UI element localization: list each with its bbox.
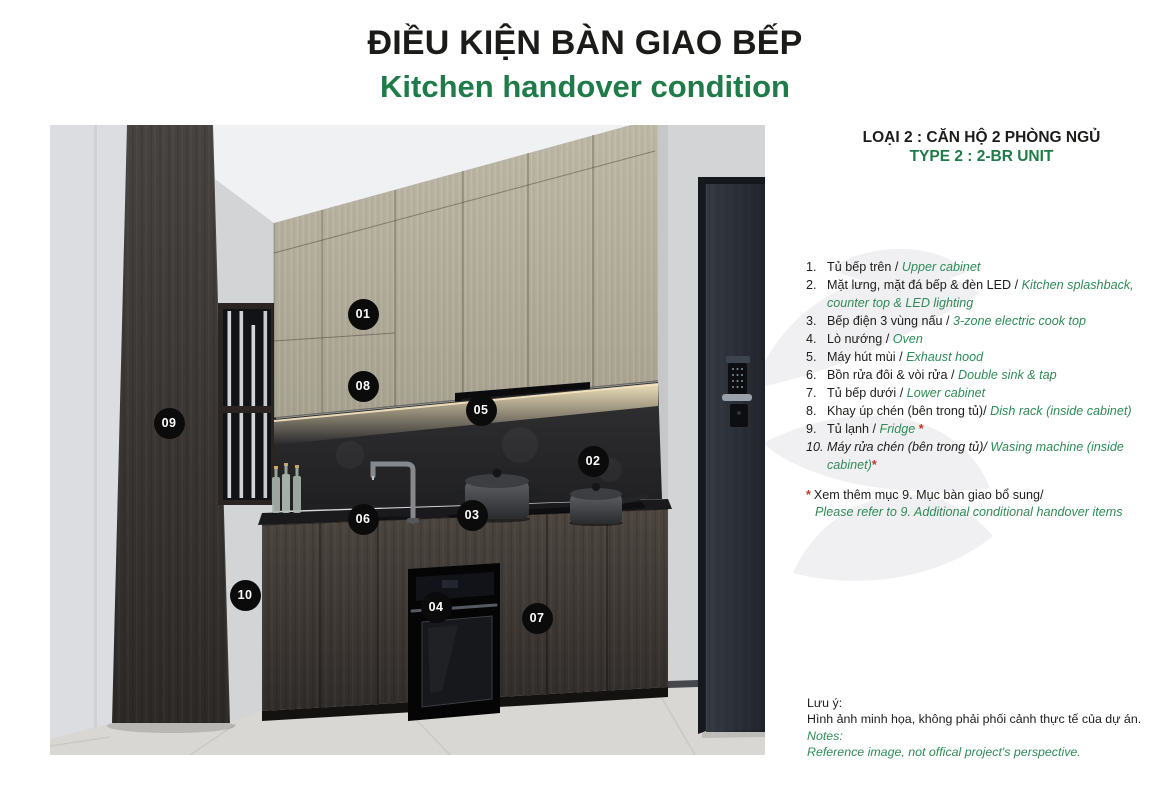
callout-03: 03 bbox=[457, 500, 488, 531]
callout-01: 01 bbox=[348, 299, 379, 330]
callout-10: 10 bbox=[230, 580, 261, 611]
legend-item: 5. Máy hút mùi / Exhaust hood bbox=[806, 350, 984, 364]
footnote bbox=[793, 487, 1170, 521]
notes-block bbox=[807, 695, 1141, 760]
legend-item: 2. Mặt lưng, mặt đá bếp & đèn LED / Kitchen splashback, counter top & LED lighting bbox=[806, 278, 1134, 310]
notes-vi-text: Hình ảnh minh họa, không phải phối cảnh thực tế của dự án. bbox=[807, 712, 1142, 727]
unit-type-vi: LOẠI 2 : CĂN HỘ 2 PHÒNG NGỦ bbox=[862, 129, 1101, 146]
legend-item: 6. Bồn rửa đôi & vòi rửa / Double sink & tap bbox=[806, 368, 1057, 382]
notes-en-text: Reference image, not offical project's perspective. bbox=[807, 744, 1081, 759]
footnote-asterisk: * bbox=[806, 488, 811, 502]
callout-04: 04 bbox=[421, 592, 452, 623]
legend-item: 4. Lò nướng / Oven bbox=[806, 332, 923, 346]
callout-08: 08 bbox=[348, 371, 379, 402]
notes-en-label: Notes: bbox=[807, 728, 843, 743]
page-title-en: Kitchen handover condition bbox=[380, 69, 790, 104]
louvered-window bbox=[218, 303, 276, 505]
footnote-vi: Xem thêm mục 9. Mục bàn giao bổ sung/ bbox=[813, 488, 1044, 502]
unit-type-en: TYPE 2 : 2-BR UNIT bbox=[909, 148, 1054, 165]
legend-item: 9. Tủ lạnh / Fridge * bbox=[806, 422, 924, 436]
footnote-en: Please refer to 9. Additional conditional handover items bbox=[815, 505, 1123, 519]
legend-item: 1. Tủ bếp trên / Upper cabinet bbox=[806, 260, 981, 274]
notes-vi-label: Lưu ý: bbox=[807, 696, 843, 710]
callout-09: 09 bbox=[154, 408, 185, 439]
oven bbox=[408, 563, 500, 721]
right-panel bbox=[793, 128, 1170, 521]
legend-item: 8. Khay úp chén (bên trong tủ)/ Dish rack (inside cabinet) bbox=[806, 404, 1132, 418]
bottles bbox=[272, 463, 301, 513]
kitchen-scene bbox=[50, 125, 765, 755]
page-title-vi: ĐIỀU KIỆN BÀN GIAO BẾP bbox=[367, 24, 803, 62]
callout-07: 07 bbox=[522, 603, 553, 634]
legend-item: 10. Máy rửa chén (bên trong tủ)/ Wasing machine (inside cabinet)* bbox=[806, 440, 1124, 472]
callout-02: 02 bbox=[578, 446, 609, 477]
legend-list bbox=[793, 258, 1170, 474]
entrance-door bbox=[698, 177, 765, 738]
callout-05: 05 bbox=[466, 395, 497, 426]
callout-06: 06 bbox=[348, 504, 379, 535]
kitchen-figure bbox=[50, 125, 765, 755]
legend-item: 3. Bếp điện 3 vùng nấu / 3-zone electric cook top bbox=[806, 314, 1087, 328]
legend-item: 7. Tủ bếp dưới / Lower cabinet bbox=[806, 386, 986, 400]
